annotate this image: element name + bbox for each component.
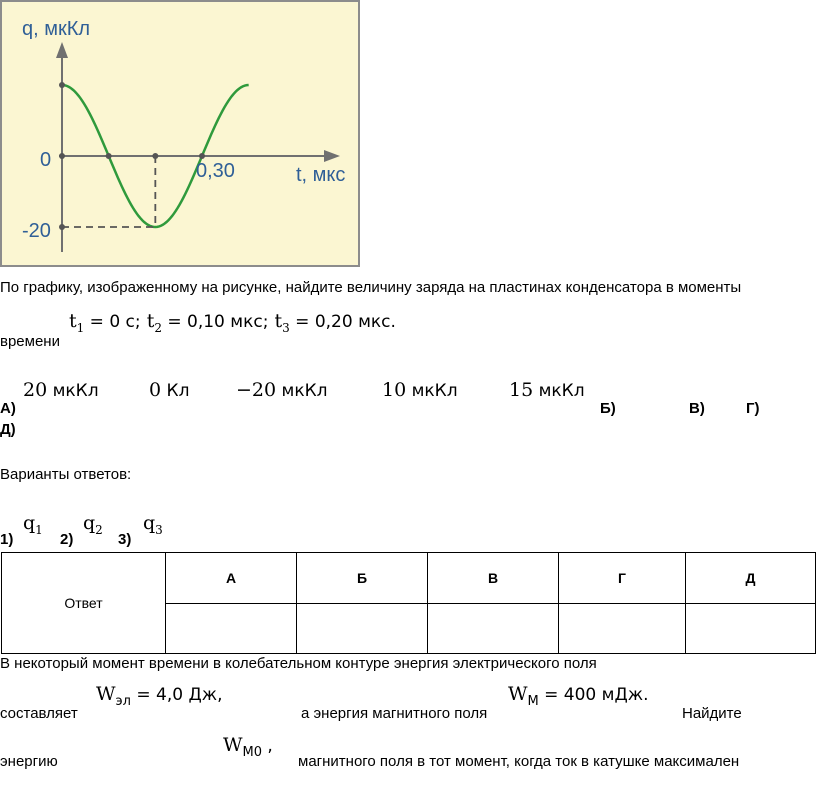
t3-symbol: t: [274, 310, 283, 332]
t1-symbol: t: [69, 310, 77, 332]
option-g-label: Г): [746, 400, 760, 417]
option-a-label: А): [0, 400, 16, 417]
answer-header-d: Д: [686, 553, 816, 604]
t3-subscript: 3: [282, 320, 290, 335]
w-m-formula: $W_М = 400$ мДж.: [508, 683, 649, 709]
option-b-label: Б): [600, 400, 616, 417]
time-moments-formula: [69, 310, 396, 339]
problem1-line2: времени: [0, 333, 60, 350]
text-sostavlyaet: составляет: [0, 705, 78, 722]
text-magnetic-energy: а энергия магнитного поля: [301, 705, 488, 722]
w-m0-formula: $W_{М0}$ ,: [223, 734, 273, 760]
answer-header-a: А: [166, 553, 297, 604]
t2-subscript: 2: [154, 320, 162, 335]
variant-q1: $q_1$: [23, 512, 43, 537]
variant-1-label: 1): [0, 531, 14, 548]
answer-header-g: Г: [559, 553, 686, 604]
w-el-formula: $W_{эл} = 4,0$ Дж,: [96, 683, 223, 709]
option-d-label: Д): [0, 421, 16, 438]
answer-header-b: Б: [297, 553, 428, 604]
dot-origin: [59, 153, 65, 159]
t1-value: = 0 с;: [84, 312, 141, 332]
y-axis-label: q, мкКл: [22, 18, 91, 40]
option-a-value: 20 мкКл: [23, 379, 99, 401]
dot-x-0-10: [106, 153, 112, 159]
problem2-line1: В некоторый момент времени в колебательном контуре энергия электрического поля: [0, 655, 597, 672]
option-g-value: 10 мкКл: [382, 379, 458, 401]
graph-background: [1, 1, 359, 266]
dot-y-min: [59, 224, 65, 230]
dot-y-max: [59, 82, 65, 88]
t2-value: = 0,10 мкс;: [161, 312, 269, 332]
answer-cell-b[interactable]: [297, 603, 428, 654]
variant-3-label: 3): [118, 531, 132, 548]
option-v-value: −20 мкКл: [236, 379, 328, 401]
answer-table: [1, 552, 816, 654]
text-energiyu: энергию: [0, 753, 58, 770]
variant-q2: $q_2$: [83, 512, 103, 537]
variant-2-label: 2): [60, 531, 74, 548]
charge-time-graph: [0, 0, 361, 268]
t3-value: = 0,20 мкс.: [289, 312, 396, 332]
answer-row-label: Ответ: [2, 553, 166, 654]
dot-x-0-30: [199, 153, 205, 159]
answer-header-v: В: [428, 553, 559, 604]
answer-cell-v[interactable]: [428, 603, 559, 654]
t1-subscript: 1: [76, 320, 85, 335]
answer-cell-a[interactable]: [166, 603, 297, 654]
option-b-value: 0 Кл: [149, 379, 190, 401]
x-axis-label: t, мкс: [296, 164, 346, 186]
answer-cell-g[interactable]: [559, 603, 686, 654]
variants-label: Варианты ответов:: [0, 466, 132, 483]
option-v-label: В): [689, 400, 705, 417]
answer-cell-d[interactable]: [686, 603, 816, 654]
variant-q3: $q_3$: [143, 512, 163, 537]
y-tick-zero: 0: [40, 149, 52, 171]
y-tick-min: -20: [22, 220, 51, 242]
dot-x-0-20: [152, 153, 158, 159]
x-tick-label: 0,30: [196, 160, 235, 182]
text-tail: магнитного поля в тот момент, когда ток в катушке максимален: [298, 753, 740, 770]
t2-symbol: t: [146, 310, 155, 332]
problem1-line1: По графику, изображенному на рисунке, найдите величину заряда на пластинах конденсатора в моменты: [0, 279, 742, 296]
text-naidite: Найдите: [682, 705, 742, 722]
option-d-value: 15 мкКл: [509, 379, 585, 401]
